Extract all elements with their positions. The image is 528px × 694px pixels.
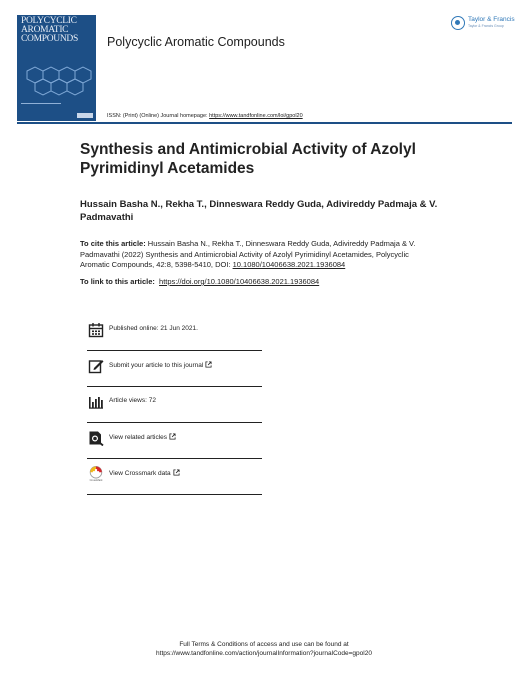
crossmark-row[interactable]	[87, 459, 262, 495]
publisher-subname: Taylor & Francis Group	[468, 24, 504, 28]
publisher-name: Taylor & Francis	[468, 16, 515, 23]
external-link-icon	[205, 361, 212, 368]
article-link-block	[80, 277, 440, 287]
edit-icon	[88, 358, 104, 374]
related-articles-link[interactable]	[109, 433, 176, 441]
cover-title	[21, 17, 93, 44]
submit-article-text: Submit your article to this journal	[109, 362, 204, 369]
article-title: Synthesis and Antimicrobial Activity of Azolyl Pyrimidinyl Acetamides	[80, 141, 416, 177]
crossmark-icon	[88, 466, 104, 482]
published-online-text: Published online: 21 Jun 2021.	[109, 325, 198, 332]
cover-fine-print	[21, 103, 61, 117]
related-articles-row[interactable]	[87, 423, 262, 459]
cover-hexagon-pattern	[17, 59, 96, 103]
article-metadata-list	[87, 315, 262, 495]
citation-block	[80, 239, 440, 271]
article-views-text: Article views: 72	[109, 397, 156, 404]
article-link-label: To link to this article:	[80, 277, 155, 286]
publisher-logo-icon	[451, 16, 465, 30]
external-link-icon	[169, 433, 176, 440]
search-document-icon	[88, 430, 104, 446]
journal-title[interactable]: Polycyclic Aromatic Compounds	[107, 35, 285, 49]
published-online-row	[87, 315, 262, 351]
citation-doi-link[interactable]: 10.1080/10406638.2021.1936084	[232, 260, 346, 269]
footer-terms-link[interactable]: https://www.tandfonline.com/action/journalInformation?journalCode=gpol20	[156, 650, 372, 657]
journal-cover-image	[17, 15, 96, 121]
crossmark-caption: CrossMark	[89, 479, 103, 482]
header-divider	[17, 122, 512, 124]
citation-label: To cite this article:	[80, 239, 146, 248]
issn-label: ISSN: (Print) (Online) Journal homepage:	[107, 113, 210, 119]
footer-terms-text: Full Terms & Conditions of access and use can be found at	[179, 641, 349, 648]
footer-terms	[0, 640, 528, 658]
cover-title-line-2: AROMATIC	[21, 25, 69, 35]
cover-title-line-3: COMPOUNDS	[21, 34, 78, 44]
taylor-francis-logo[interactable]	[451, 14, 513, 32]
cover-title-line-1: POLYCYCLIC	[21, 16, 77, 26]
submit-article-link[interactable]	[109, 361, 212, 369]
submit-article-row[interactable]	[87, 351, 262, 387]
journal-homepage-link[interactable]: https://www.tandfonline.com/loi/gpol20	[209, 113, 303, 119]
cover-publisher-mark	[77, 113, 93, 118]
issn-line	[107, 113, 303, 119]
citation-text: Hussain Basha N., Rekha T., Dinneswara Reddy Guda, Adivireddy Padmaja & V. Padmavathi (2022) Synthesis and Antimicrobial Activity of Azolyl Pyrimidinyl Acetamides, Polycyclic Aromatic Compounds, 42:8, 5398-5410, DOI:	[80, 239, 416, 269]
article-views-row	[87, 387, 262, 423]
external-link-icon	[173, 469, 180, 476]
article-authors: Hussain Basha N., Rekha T., Dinneswara Reddy Guda, Adivireddy Padmaja & V. Padmavathi	[80, 199, 438, 223]
calendar-icon	[88, 322, 104, 338]
related-articles-text: View related articles	[109, 434, 168, 441]
crossmark-link[interactable]	[109, 469, 180, 477]
bar-chart-icon	[88, 394, 104, 410]
crossmark-text: View Crossmark data	[109, 470, 171, 477]
article-doi-url[interactable]: https://doi.org/10.1080/10406638.2021.1936084	[159, 277, 320, 286]
